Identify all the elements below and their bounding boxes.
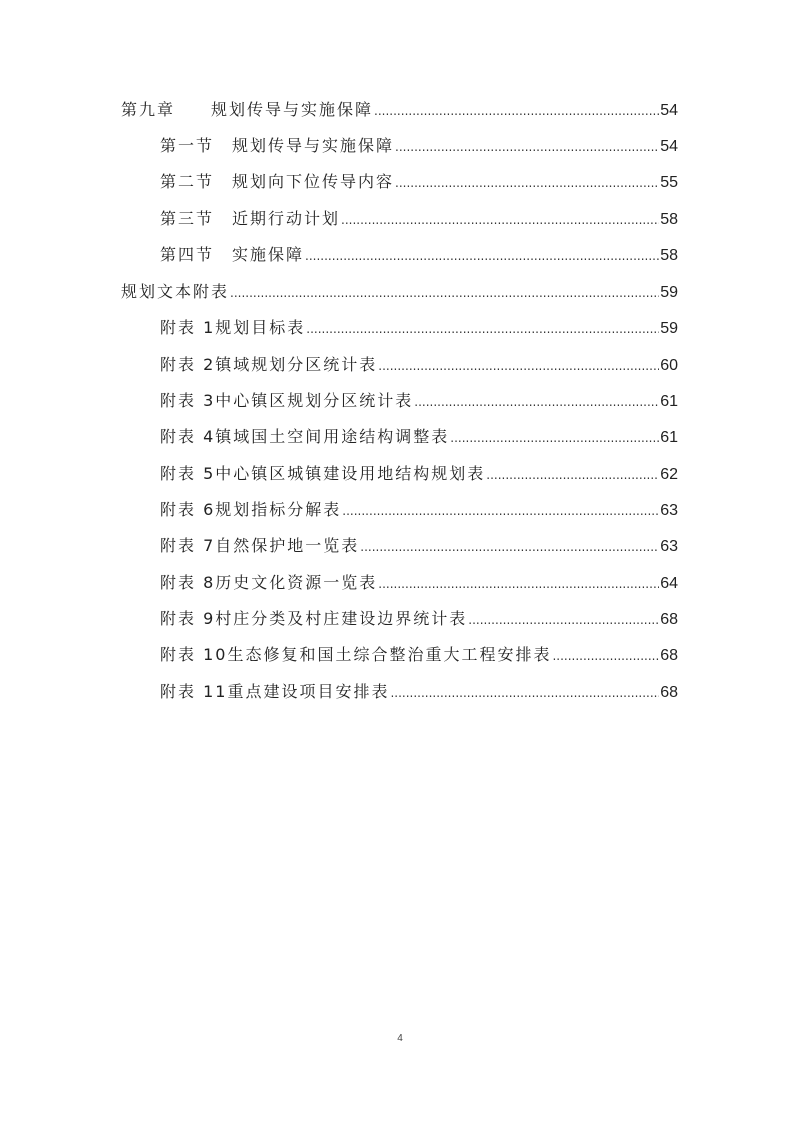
dot-leader <box>305 249 659 263</box>
entry-page: 54 <box>660 102 678 119</box>
entry-prefix: 附表 5 <box>160 464 216 483</box>
toc-entry[interactable] <box>160 679 678 703</box>
entry-gap <box>214 169 232 192</box>
entry-title: 历史文化资源一览表 <box>215 573 378 592</box>
entry-page: 68 <box>660 684 678 701</box>
dot-leader <box>342 504 659 518</box>
entry-page: 68 <box>660 611 678 628</box>
entry-title: 规划目标表 <box>215 318 306 337</box>
entry-page: 61 <box>660 429 678 446</box>
entry-gap <box>214 242 232 265</box>
entry-page: 55 <box>660 174 678 191</box>
entry-title: 近期行动计划 <box>232 209 341 228</box>
entry-page: 58 <box>660 211 678 228</box>
entry-prefix: 第九章 <box>121 100 176 119</box>
toc-entry[interactable] <box>160 461 678 485</box>
entry-prefix: 附表 11 <box>160 682 228 701</box>
entry-page: 61 <box>660 393 678 410</box>
entry-gap <box>214 133 232 156</box>
entry-page: 68 <box>660 647 678 664</box>
entry-title: 实施保障 <box>232 245 305 264</box>
entry-prefix: 附表 10 <box>160 645 228 664</box>
entry-title: 规划传导与实施保障 <box>211 100 374 119</box>
entry-prefix: 附表 1 <box>160 318 216 337</box>
toc-entry[interactable] <box>160 424 678 448</box>
dot-leader <box>390 686 659 700</box>
entry-gap <box>175 97 211 120</box>
dot-leader <box>486 468 659 482</box>
entry-prefix: 附表 9 <box>160 609 216 628</box>
entry-title: 规划文本附表 <box>121 282 230 301</box>
entry-title: 中心镇区规划分区统计表 <box>215 391 414 410</box>
entry-page: 59 <box>660 320 678 337</box>
dot-leader <box>378 577 659 591</box>
toc-entry[interactable] <box>160 388 678 412</box>
toc-entry-appendix-tables[interactable] <box>121 279 678 303</box>
entry-prefix: 附表 3 <box>160 391 216 410</box>
toc-entry[interactable] <box>160 206 678 230</box>
entry-title: 规划指标分解表 <box>215 500 342 519</box>
entry-prefix: 第二节 <box>160 172 215 191</box>
toc-entry[interactable] <box>160 352 678 376</box>
entry-title: 村庄分类及村庄建设边界统计表 <box>215 609 468 628</box>
entry-gap <box>214 206 232 229</box>
dot-leader <box>395 176 659 190</box>
dot-leader <box>341 213 659 227</box>
entry-title: 规划向下位传导内容 <box>232 172 395 191</box>
dot-leader <box>306 322 659 336</box>
entry-prefix: 第一节 <box>160 136 215 155</box>
entry-title: 中心镇区城镇建设用地结构规划表 <box>215 464 486 483</box>
toc-entry[interactable] <box>160 570 678 594</box>
entry-prefix: 附表 7 <box>160 536 216 555</box>
entry-page: 63 <box>660 502 678 519</box>
page-number: 4 <box>397 1033 403 1044</box>
toc-entry[interactable] <box>160 497 678 521</box>
entry-page: 59 <box>660 284 678 301</box>
dot-leader <box>552 649 659 663</box>
toc-entry[interactable] <box>160 169 678 193</box>
entry-title: 自然保护地一览表 <box>215 536 360 555</box>
toc-entry[interactable] <box>160 606 678 630</box>
toc-entry-chapter-9[interactable] <box>121 97 678 121</box>
dot-leader <box>414 395 659 409</box>
entry-page: 58 <box>660 247 678 264</box>
dot-leader <box>374 104 659 118</box>
entry-title: 生态修复和国土综合整治重大工程安排表 <box>227 645 552 664</box>
toc-entry[interactable] <box>160 533 678 557</box>
entry-prefix: 第三节 <box>160 209 215 228</box>
entry-prefix: 附表 4 <box>160 427 216 446</box>
entry-page: 64 <box>660 575 678 592</box>
entry-prefix: 附表 2 <box>160 355 216 374</box>
toc-entry[interactable] <box>160 642 678 666</box>
entry-title: 规划传导与实施保障 <box>232 136 395 155</box>
entry-page: 54 <box>660 138 678 155</box>
entry-prefix: 附表 6 <box>160 500 216 519</box>
toc-entry[interactable] <box>160 315 678 339</box>
dot-leader <box>378 359 659 373</box>
dot-leader <box>360 540 659 554</box>
entry-page: 63 <box>660 538 678 555</box>
entry-title: 镇域国土空间用途结构调整表 <box>215 427 450 446</box>
dot-leader <box>230 286 659 300</box>
dot-leader <box>450 431 659 445</box>
entry-title: 重点建设项目安排表 <box>227 682 390 701</box>
entry-title: 镇域规划分区统计表 <box>215 355 378 374</box>
entry-prefix: 第四节 <box>160 245 215 264</box>
dot-leader <box>468 613 659 627</box>
entry-prefix: 附表 8 <box>160 573 216 592</box>
entry-page: 60 <box>660 357 678 374</box>
toc-entry[interactable] <box>160 133 678 157</box>
toc-entry[interactable] <box>160 242 678 266</box>
entry-page: 62 <box>660 466 678 483</box>
dot-leader <box>395 140 659 154</box>
